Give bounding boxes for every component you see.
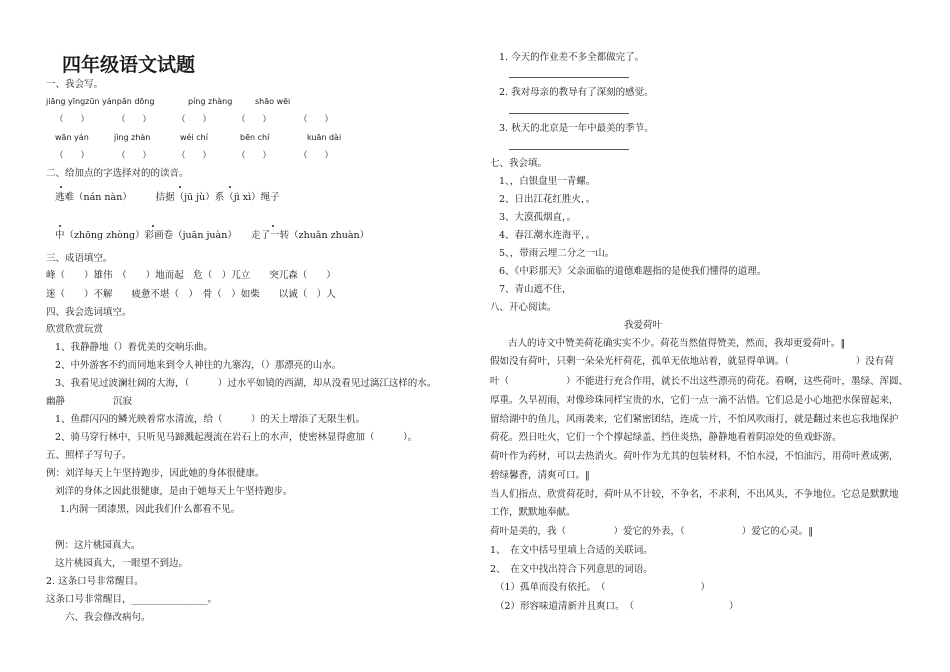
reading-paragraph: 古人的诗文中赞美荷花确实实不少。荷花当然值得赞美，然而，我却更爱荷叶。‖ xyxy=(508,338,846,349)
reading-paragraph: 假如没有荷叶，只剩一朵朵光杆荷花，孤单无依地站着，就显得单调。（ ）没有荷 xyxy=(490,356,894,367)
reading-question: 2、 在文中找出符合下列意思的词语。 xyxy=(490,564,653,575)
answer-blank[interactable]: （ ） xyxy=(117,151,152,161)
answer-blank[interactable]: （ ） xyxy=(177,115,212,125)
emphasis-dot xyxy=(272,225,274,227)
word-choices: 欣赏欣赏玩赏 xyxy=(46,324,104,335)
reading-paragraph: 叶（ ）不能进行充合作用，就长不出这些漂亮的荷花。看啊，这些荷叶，墨绿、浑圆、 xyxy=(490,376,909,387)
word-choices: 沉寂 xyxy=(113,396,133,407)
pinyin-item: wān yán xyxy=(55,133,89,142)
section-1-heading: 一、我会写。 xyxy=(46,79,104,90)
pinyin-item: jìng zhàn xyxy=(114,133,151,142)
section-6-heading: 六、我会修改病句。 xyxy=(65,612,151,623)
reading-paragraph: 当人们指点、欣赏荷花时，荷叶从不计较，不争名，不求利，不出风头，不争地位。它总是默默地 xyxy=(490,489,899,500)
reading-choice-line: 中（zhōng zhòng）彩画卷（juān juàn） 走了一转（zhuǎn zhuàn） xyxy=(55,230,370,241)
reading-paragraph: 荷叶作为药材，可以去热消火。荷叶作为尤其的包装材料，不怕水浸，不怕油污，用荷叶煮成粥， xyxy=(490,451,899,462)
answer-blank[interactable]: （ ） xyxy=(237,115,272,125)
question-item: 1.内洞一团漆黑，因此我们什么都看不见。 xyxy=(60,504,241,515)
reading-question: （2）形容味道清新并且爽口。 （ ） xyxy=(495,601,739,612)
fill-item: 1、，白银盘里一青螺。 xyxy=(499,176,596,187)
fill-item: 6、《中彩那天》父亲面临的道德难题指的是使我们懂得的道理。 xyxy=(499,266,767,277)
question-item: 2、骑马穿行林中，只听见马蹄溅起漫流在岩石上的水声，使密林显得愈加（ ）。 xyxy=(55,432,418,443)
section-7-heading: 七、我会填。 xyxy=(490,158,548,169)
reading-question: 1、 在文中括号里填上合适的关联词。 xyxy=(490,545,653,556)
section-3-heading: 三、成语填空。 xyxy=(46,253,113,264)
idiom-line: 迷（ ）不解 疲惫不堪（ ） 骨（ ）如柴 以诚（ ）人 xyxy=(46,289,336,300)
example-sentence: 刘洋的身体之因此很健康，是由于她每天上午坚持跑步。 xyxy=(55,486,293,497)
section-2-heading: 二、给加点的字选择对的的读音。 xyxy=(46,168,189,179)
section-5-heading: 五、照样子写句子。 xyxy=(46,450,132,461)
reading-paragraph: 荷花。烈日吐火，它们一个个撑起绿盖，挡住炎热，静静地看着阴凉处的鱼戏虾游。 xyxy=(490,432,842,443)
reading-paragraph: 碧绿馨香，清爽可口。‖ xyxy=(490,470,590,481)
fill-item: 3、大漠孤烟直，。 xyxy=(499,212,577,223)
sick-sentence: 2. 我对母亲的教导有了深刻的感觉。 xyxy=(499,87,654,98)
reading-paragraph: 厚重。久旱初雨，对像珍珠同样宝贵的水，它们一点一滴不沾惜。它们总是小心地把水保留起来， xyxy=(490,395,899,406)
answer-blank[interactable]: （ ） xyxy=(177,151,212,161)
question-item[interactable]: 这条口号非常醒目，________________。 xyxy=(46,594,218,605)
emphasis-dot xyxy=(152,225,154,227)
pinyin-item: kuān dài xyxy=(307,133,342,142)
emphasis-dot xyxy=(179,186,181,188)
word-choices: 幽静 xyxy=(46,396,66,407)
answer-line[interactable] xyxy=(509,149,629,150)
sick-sentence: 3. 秋天的北京是一年中最美的季节。 xyxy=(499,123,654,134)
fill-item: 2、日出江花红胜火，。 xyxy=(499,194,596,205)
reading-title: 我爱荷叶 xyxy=(624,320,663,331)
pinyin-item: píng zhàng xyxy=(188,97,233,106)
example-sentence: 例：刘洋每天上午坚持跑步，因此她的身体很健康。 xyxy=(46,468,265,479)
example-sentence: 例：这片桃园真大。 xyxy=(55,540,141,551)
answer-blank[interactable]: （ ） xyxy=(117,115,152,125)
emphasis-dot xyxy=(59,225,61,227)
reading-paragraph: 荷叶是美的，我（ ）爱它的外表，（ ）爱它的心灵。‖ xyxy=(490,526,814,537)
fill-item: 7、青山遮不住， xyxy=(499,284,572,295)
pinyin-item: wéi chí xyxy=(180,133,208,142)
sick-sentence: 1. 今天的作业差不多全都做完了。 xyxy=(499,52,645,63)
reading-paragraph: 工作，默默地奉献。 xyxy=(490,507,576,518)
answer-line[interactable] xyxy=(509,113,629,114)
question-item: 2、中外游客不约而同地来到令人神往的九寨沟，（）那漂亮的山水。 xyxy=(55,360,342,371)
idiom-line: 峰（ ）雄伟 （ ）地而起 危（ ）兀立 突兀森（ ） xyxy=(46,270,336,281)
reading-paragraph: 留给湖中的鱼儿，风雨袭来，它们紧密团结，连成一片，不怕风吹雨打，就是翻过来也忘我地保护 xyxy=(490,414,899,425)
example-sentence: 这片桃园真大，一眼望不到边。 xyxy=(55,558,189,569)
fill-item: 4、春江潮水连海平，。 xyxy=(499,230,596,241)
reading-question: （1）孤单而没有依托。 （ ） xyxy=(495,582,711,593)
answer-line[interactable] xyxy=(509,77,629,78)
fill-item: 5、，带雨云埋二分之一山。 xyxy=(499,248,615,259)
pinyin-item: shāo wēi xyxy=(255,97,291,106)
emphasis-dot xyxy=(229,186,231,188)
answer-blank[interactable]: （ ） xyxy=(299,151,334,161)
answer-blank[interactable]: （ ） xyxy=(237,151,272,161)
answer-blank[interactable]: （ ） xyxy=(55,115,90,125)
answer-blank[interactable]: （ ） xyxy=(55,151,90,161)
question-item: 1、鱼群闪闪的鳞光映着常水清流，给（ ）的天上增添了无限生机。 xyxy=(55,414,366,425)
pinyin-item: jiāng yīngzūn yánpān dōng xyxy=(46,97,155,106)
pinyin-item: bēn chí xyxy=(240,133,270,142)
answer-blank[interactable]: （ ） xyxy=(299,115,334,125)
section-4-heading: 四、我会选词填空。 xyxy=(46,307,132,318)
question-item: 1、我静静地（）着优美的交响乐曲。 xyxy=(55,342,214,353)
page-title: 四年级语文试题 xyxy=(62,54,196,76)
reading-choice-line: 逃难（nán nàn） 拮据（jū jù）系（jì xì）绳子 xyxy=(55,192,280,203)
section-8-heading: 八、开心阅读。 xyxy=(490,302,557,313)
emphasis-dot xyxy=(60,186,62,188)
question-item: 3、我看见过波澜壮阔的大海，（ ）过水平如镜的西湖，却从没看见过漓江这样的水。 xyxy=(55,378,437,389)
question-item: 2. 这条口号非常醒目。 xyxy=(46,576,144,587)
